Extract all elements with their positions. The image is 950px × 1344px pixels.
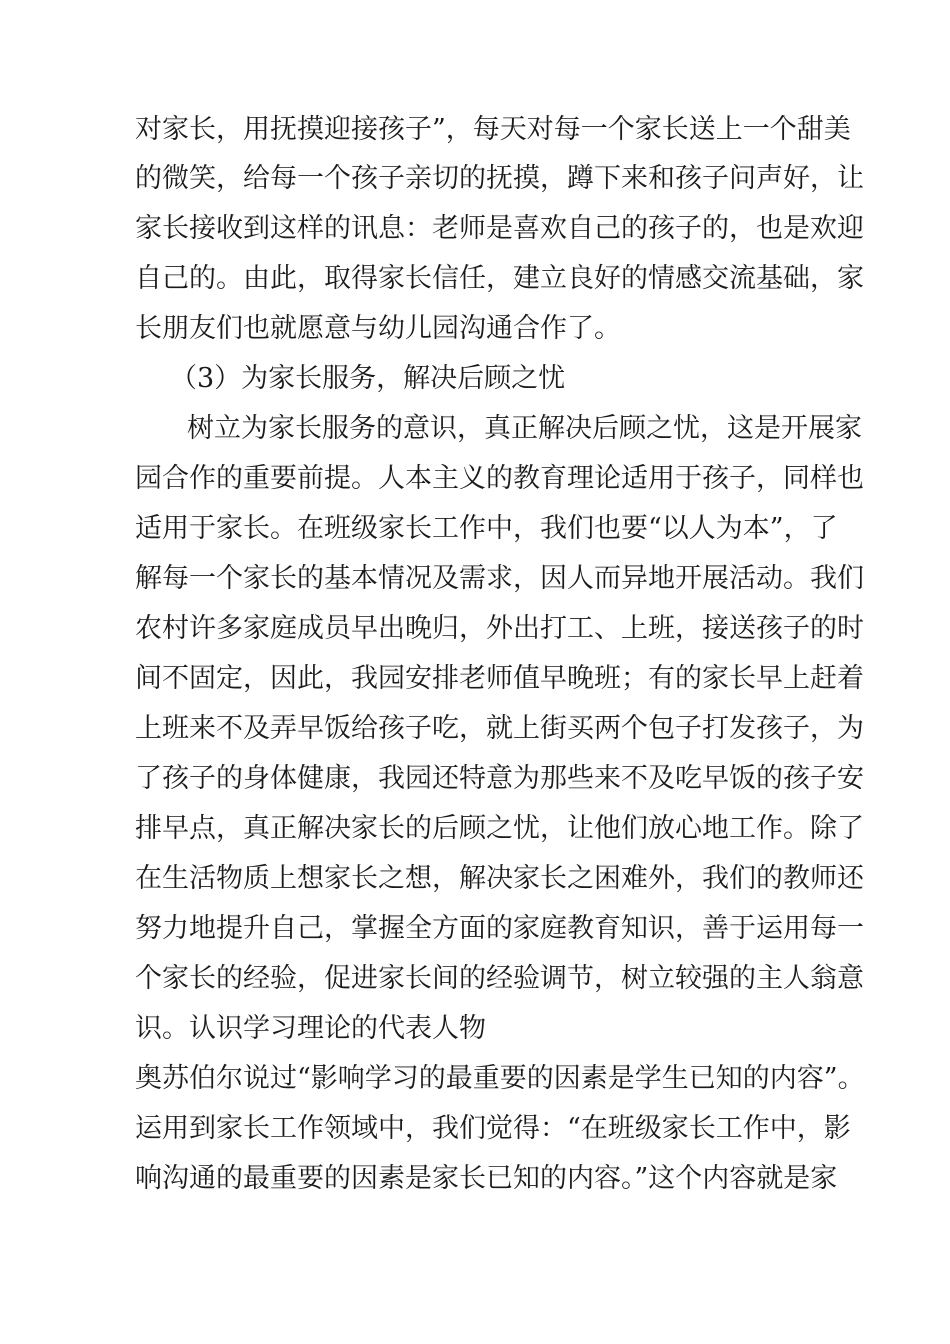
text-line: 奥苏伯尔说过“影响学习的最重要的因素是学生已知的内容”。 xyxy=(135,1063,865,1094)
text-line: 努力地提升自己，掌握全方面的家庭教育知识，善于运用每一 xyxy=(135,913,864,944)
text-line: 在生活物质上想家长之想，解决家长之困难外，我们的教师还 xyxy=(135,863,864,894)
text-line: 适用于家长。在班级家长工作中，我们也要“以人为本”，了 xyxy=(135,513,838,544)
text-line: 间不固定，因此，我园安排老师值早晚班；有的家长早上赶着 xyxy=(135,663,864,694)
text-line: 运用到家长工作领域中，我们觉得：“在班级家长工作中，影 xyxy=(135,1113,851,1144)
section-heading: （3）为家长服务，解决后顾之忧 xyxy=(170,363,566,394)
text-line: 园合作的重要前提。人本主义的教育理论适用于孩子，同样也 xyxy=(135,463,864,494)
text-line: 对家长，用抚摸迎接孩子”，每天对每一个家长送上一个甜美 xyxy=(135,114,851,145)
text-line: 家长接收到这样的讯息：老师是喜欢自己的孩子的，也是欢迎 xyxy=(135,213,864,244)
text-line: 个家长的经验，促进家长间的经验调节，树立较强的主人翁意 xyxy=(135,963,864,994)
text-line: 上班来不及弄早饭给孩子吃，就上街买两个包子打发孩子，为 xyxy=(135,713,864,744)
text-line: 了孩子的身体健康，我园还特意为那些来不及吃早饭的孩子安 xyxy=(135,763,864,794)
text-line: 农村许多家庭成员早出晚归，外出打工、上班，接送孩子的时 xyxy=(135,613,864,644)
text-line: 识。认识学习理论的代表人物 xyxy=(135,1013,486,1044)
text-line: 自己的。由此，取得家长信任，建立良好的情感交流基础，家 xyxy=(135,263,864,294)
text-line: 长朋友们也就愿意与幼儿园沟通合作了。 xyxy=(135,313,621,344)
text-line: 响沟通的最重要的因素是家长已知的内容。”这个内容就是家 xyxy=(135,1163,838,1194)
text-line: 的微笑，给每一个孩子亲切的抚摸，蹲下来和孩子问声好，让 xyxy=(135,163,864,194)
text-line: 排早点，真正解决家长的后顾之忧，让他们放心地工作。除了 xyxy=(135,813,864,844)
paragraph-start-line: 树立为家长服务的意识，真正解决后顾之忧，这是开展家 xyxy=(187,413,862,444)
text-line: 解每一个家长的基本情况及需求，因人而异地开展活动。我们 xyxy=(135,563,864,594)
